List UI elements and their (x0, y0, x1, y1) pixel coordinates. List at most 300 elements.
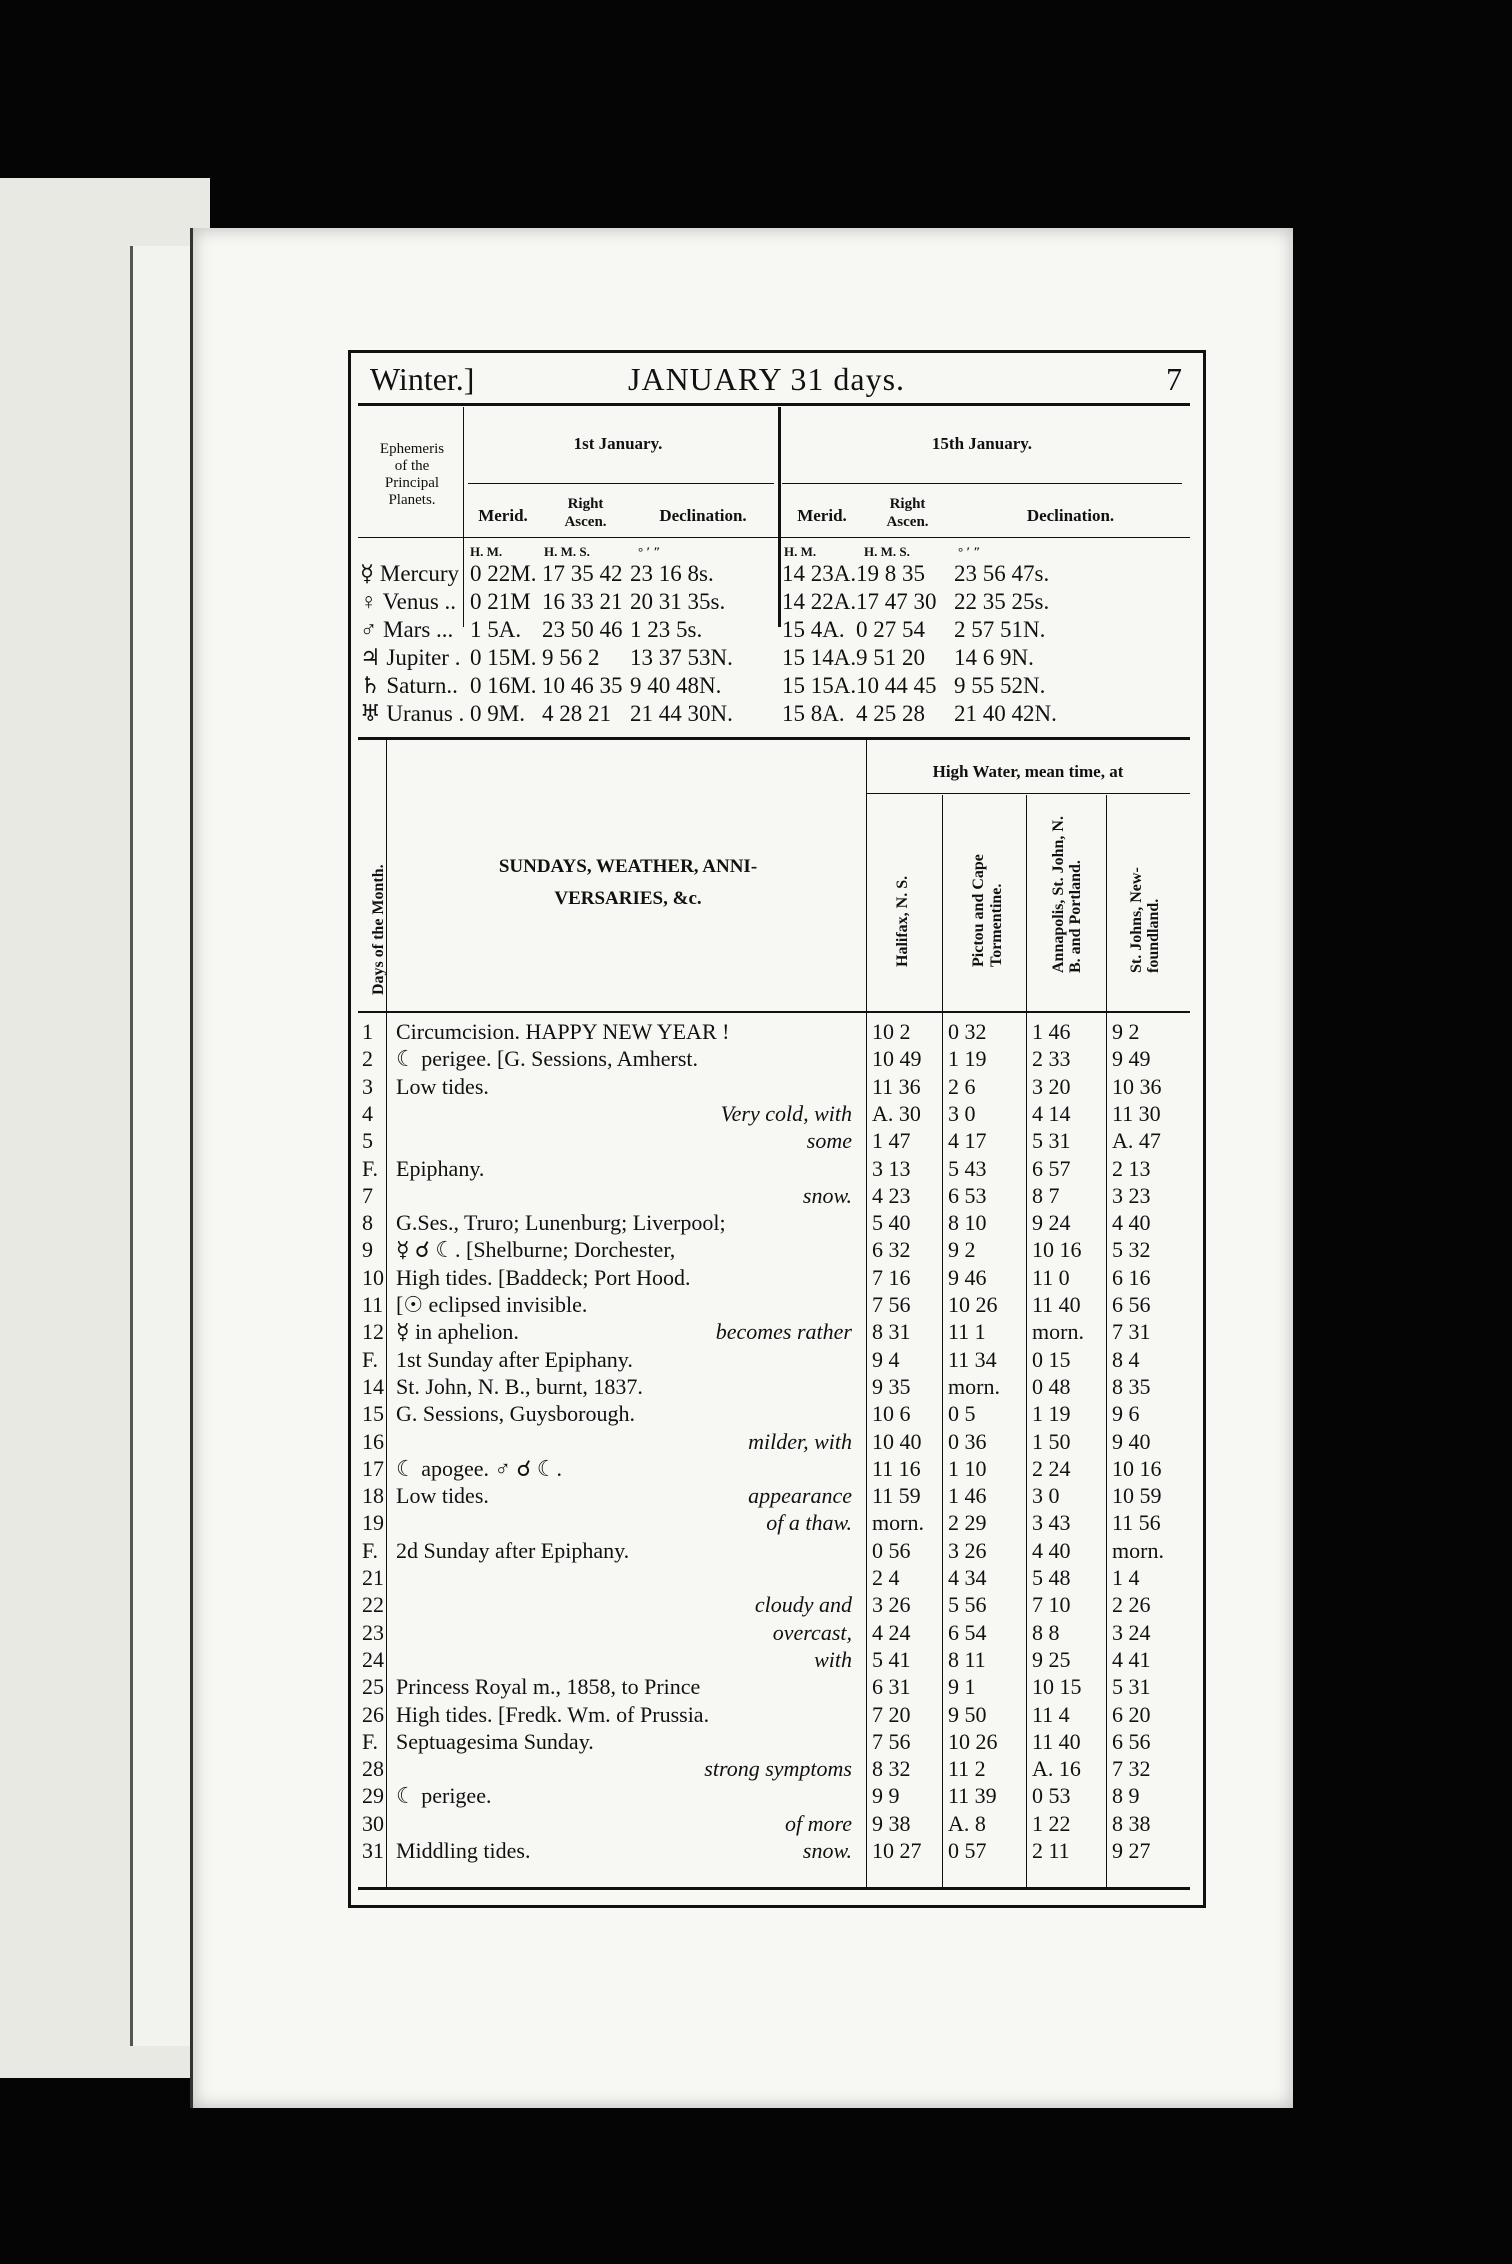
calendar-cell-a: 9 24 (1032, 1210, 1071, 1236)
calendar-cell-h: 10 6 (872, 1401, 911, 1427)
calendar-cell-d: 16 (362, 1428, 384, 1454)
calendar-cell-a: 3 43 (1032, 1510, 1071, 1536)
rule (358, 737, 1190, 740)
calendar-cell-h: 6 31 (872, 1674, 911, 1700)
calendar-cell-w: Very cold, with (720, 1100, 852, 1126)
calendar-cell-d: 24 (362, 1646, 384, 1672)
calendar-cell-s: 10 36 (1112, 1073, 1162, 1099)
notes-label: SUNDAYS, WEATHER, ANNI- VERSARIES, &c. (498, 856, 758, 909)
calendar-cell-p: 0 36 (948, 1428, 987, 1454)
calendar-cell-p: 9 1 (948, 1674, 976, 1700)
rule (358, 537, 1190, 538)
calendar-cell-w: snow. (802, 1838, 852, 1863)
calendar-cell-d: 31 (362, 1838, 384, 1863)
calendar-cell-d: 3 (362, 1073, 373, 1099)
calendar-cell-d: 26 (362, 1701, 384, 1727)
ephemeris-label: Ephemeris of the Principal Planets. (379, 441, 445, 508)
page-number: 7 (1166, 361, 1182, 397)
ephemeris-cell-ra2: 0 27 54 (856, 617, 925, 642)
calendar-cell-a: 8 7 (1032, 1182, 1060, 1208)
calendar-cell-note: Low tides. (396, 1073, 489, 1099)
page-title: JANUARY 31 days. (628, 361, 906, 397)
calendar-cell-h: 7 16 (872, 1264, 911, 1290)
calendar-cell-a: 2 11 (1032, 1838, 1070, 1863)
calendar-cell-note: ☾ apogee. ♂ ☌ ☾. (396, 1455, 563, 1481)
calendar-cell-d: F. (362, 1728, 378, 1754)
calendar-cell-s: 10 59 (1112, 1483, 1162, 1509)
calendar-cell-d: F. (362, 1537, 378, 1563)
calendar-cell-a: 9 25 (1032, 1646, 1071, 1672)
calendar-cell-p: A. 8 (948, 1810, 986, 1836)
calendar-row (358, 1674, 1190, 1699)
calendar-cell-a: 2 33 (1032, 1046, 1071, 1072)
ephemeris-cell-planet: ♂ Mars ... (360, 617, 454, 642)
calendar-cell-s: 9 27 (1112, 1838, 1151, 1863)
calendar-cell-h: 10 2 (872, 1019, 911, 1044)
calendar-cell-a: 11 40 (1032, 1292, 1081, 1317)
season-label: Winter.] (370, 361, 475, 397)
calendar-cell-d: 7 (362, 1182, 373, 1208)
calendar-row (358, 1565, 1190, 1590)
calendar-cell-p: 0 32 (948, 1019, 987, 1044)
calendar-cell-note: ☿ in aphelion. (396, 1319, 519, 1345)
ephemeris-cell-planet: ☿ Mercury (360, 561, 460, 586)
ephemeris-cell-d2: 2 57 51N. (954, 617, 1046, 642)
col-merid-2: Merid. (797, 506, 847, 525)
calendar-cell-w: strong symptoms (704, 1756, 852, 1782)
ephemeris-cell-d1: 9 40 48N. (630, 673, 722, 698)
calendar-cell-s: 9 6 (1112, 1401, 1140, 1427)
ephemeris-cell-d1: 21 44 30N. (630, 701, 733, 726)
almanac-table (358, 355, 1190, 1890)
calendar-cell-p: 1 46 (948, 1483, 987, 1509)
calendar-cell-d: 28 (362, 1756, 384, 1782)
calendar-cell-d: 30 (362, 1810, 384, 1836)
calendar-cell-a: 10 15 (1032, 1674, 1082, 1700)
units-decl: ° ′ ″ (638, 544, 661, 559)
ephemeris-cell-d2: 14 6 9N. (954, 645, 1034, 670)
calendar-cell-s: 3 23 (1112, 1182, 1151, 1208)
ephemeris-cell-d2: 9 55 52N. (954, 673, 1046, 698)
units-decl-2: ° ′ ″ (958, 544, 981, 559)
calendar-cell-p: 1 19 (948, 1046, 987, 1072)
calendar-cell-h: 1 47 (872, 1128, 911, 1154)
calendar-cell-note: Circumcision. HAPPY NEW YEAR ! (396, 1019, 730, 1044)
calendar-cell-s: 7 31 (1112, 1319, 1151, 1345)
calendar-row (358, 1210, 1190, 1235)
calendar-cell-s: 9 40 (1112, 1428, 1151, 1454)
col-right-ascen: Right Ascen. (564, 496, 607, 530)
calendar-cell-a: 11 40 (1032, 1728, 1081, 1754)
rule (358, 1887, 1190, 1890)
ephemeris-cell-d2: 22 35 25s. (954, 589, 1050, 614)
units-merid: H. M. (470, 544, 503, 559)
calendar-cell-p: 0 57 (948, 1838, 987, 1863)
calendar-cell-d: 11 (362, 1292, 384, 1317)
calendar-cell-p: 4 34 (948, 1565, 987, 1590)
ephemeris-cell-m1: 0 21M (470, 589, 531, 614)
calendar-cell-note: Septuagesima Sunday. (396, 1728, 594, 1754)
calendar-row (358, 1647, 1190, 1672)
calendar-row (358, 1783, 1190, 1808)
calendar-cell-d: 4 (362, 1100, 373, 1126)
ephemeris-cell-d1: 20 31 35s. (630, 589, 726, 614)
calendar-cell-w: with (814, 1646, 852, 1672)
calendar-row (358, 1319, 1190, 1344)
col-right-ascen-2: Right Ascen. (886, 496, 929, 530)
calendar-cell-h: 7 20 (872, 1701, 911, 1727)
calendar-cell-s: 10 16 (1112, 1455, 1162, 1481)
calendar-row (358, 1265, 1190, 1290)
calendar-cell-p: 2 6 (948, 1073, 976, 1099)
ephemeris-cell-ra1: 17 35 42 (542, 561, 623, 586)
calendar-cell-s: 9 2 (1112, 1019, 1140, 1044)
calendar-cell-a: 4 40 (1032, 1537, 1071, 1563)
ephemeris-row (358, 701, 1190, 728)
calendar-cell-h: 7 56 (872, 1292, 911, 1317)
calendar-cell-h: 3 13 (872, 1155, 911, 1181)
calendar-cell-s: A. 47 (1112, 1128, 1161, 1154)
calendar-cell-p: 5 43 (948, 1155, 987, 1181)
calendar-cell-d: 23 (362, 1619, 384, 1645)
calendar-row (358, 1538, 1190, 1563)
calendar-cell-p: 1 10 (948, 1455, 987, 1481)
calendar-cell-d: 1 (362, 1019, 373, 1044)
calendar-cell-p: 11 1 (948, 1319, 986, 1345)
calendar-cell-h: 5 41 (872, 1646, 911, 1672)
calendar-cell-p: 5 56 (948, 1592, 987, 1618)
calendar-cell-p: 3 0 (948, 1100, 976, 1126)
calendar-row (358, 1483, 1190, 1508)
ephemeris-cell-m1: 0 9M. (470, 701, 525, 726)
calendar-row (358, 1128, 1190, 1153)
calendar-cell-a: 11 0 (1032, 1264, 1070, 1290)
calendar-cell-d: 14 (362, 1373, 384, 1399)
calendar-cell-w: becomes rather (715, 1319, 852, 1345)
calendar-row (358, 1292, 1190, 1317)
calendar-cell-s: 8 35 (1112, 1373, 1151, 1399)
ephemeris-cell-planet: ♃ Jupiter . (360, 645, 461, 670)
calendar-row (358, 1429, 1190, 1454)
calendar-cell-p: 9 2 (948, 1237, 976, 1263)
calendar-cell-d: 15 (362, 1401, 384, 1427)
ephemeris-cell-d1: 13 37 53N. (630, 645, 733, 670)
calendar-cell-s: 6 20 (1112, 1701, 1151, 1727)
calendar-cell-s: 6 16 (1112, 1264, 1151, 1290)
calendar-cell-a: 1 19 (1032, 1401, 1071, 1427)
high-water-label: High Water, mean time, at (932, 762, 1124, 781)
calendar-cell-h: 2 4 (872, 1565, 900, 1590)
calendar-row (358, 1183, 1190, 1208)
units-ra: H. M. S. (544, 544, 590, 559)
calendar-row (358, 1347, 1190, 1372)
calendar-cell-p: 4 17 (948, 1128, 987, 1154)
calendar-cell-s: 5 31 (1112, 1674, 1151, 1700)
calendar-cell-w: cloudy and (754, 1592, 852, 1618)
calendar-cell-h: 8 32 (872, 1756, 911, 1782)
calendar-cell-h: 10 27 (872, 1838, 922, 1863)
calendar-cell-note: Low tides. (396, 1483, 489, 1509)
calendar-cell-w: overcast, (772, 1619, 852, 1645)
calendar-cell-note: [☉ eclipsed invisible. (396, 1292, 588, 1317)
calendar-cell-d: 8 (362, 1210, 373, 1236)
ephemeris-cell-m1: 1 5A. (470, 617, 522, 642)
calendar-row (358, 1811, 1190, 1836)
calendar-cell-s: 6 56 (1112, 1728, 1151, 1754)
ephemeris-cell-planet: ♄ Saturn.. (360, 673, 458, 698)
page-header (358, 355, 1190, 403)
calendar-cell-w: milder, with (748, 1428, 852, 1454)
calendar-row (358, 1838, 1190, 1863)
rule (358, 1011, 1190, 1013)
calendar-cell-p: 6 54 (948, 1619, 987, 1645)
calendar-cell-h: 9 35 (872, 1373, 911, 1399)
calendar-cell-s: 11 30 (1112, 1100, 1161, 1126)
calendar-cell-a: 5 31 (1032, 1128, 1071, 1154)
calendar-cell-p: 6 53 (948, 1182, 987, 1208)
ephemeris-cell-ra2: 10 44 45 (856, 673, 937, 698)
calendar-cell-d: 12 (362, 1319, 384, 1345)
ephemeris-cell-m2: 15 8A. (782, 701, 845, 726)
calendar-cell-a: 1 46 (1032, 1019, 1071, 1044)
calendar-cell-p: 3 26 (948, 1537, 987, 1563)
units-ra-2: H. M. S. (864, 544, 910, 559)
calendar-cell-h: 11 59 (872, 1483, 921, 1509)
calendar-cell-s: 1 4 (1112, 1565, 1140, 1590)
calendar-cell-a: 2 24 (1032, 1455, 1071, 1481)
calendar-row (358, 1729, 1190, 1754)
calendar-cell-d: 25 (362, 1674, 384, 1700)
calendar-cell-a: 0 15 (1032, 1346, 1071, 1372)
calendar-cell-s: 2 13 (1112, 1155, 1151, 1181)
calendar-cell-a: 6 57 (1032, 1155, 1071, 1181)
calendar-cell-p: 9 50 (948, 1701, 987, 1727)
ephemeris-cell-ra1: 16 33 21 (542, 589, 623, 614)
calendar-cell-note: High tides. [Baddeck; Port Hood. (396, 1264, 691, 1290)
group-15th-january: 15th January. (931, 434, 1033, 453)
ephemeris-cell-m2: 15 4A. (782, 617, 845, 642)
calendar-cell-p: 8 10 (948, 1210, 987, 1236)
calendar-cell-a: 8 8 (1032, 1619, 1060, 1645)
calendar-row (358, 1756, 1190, 1781)
calendar-cell-p: 9 46 (948, 1264, 987, 1290)
calendar-cell-a: 1 22 (1032, 1810, 1071, 1836)
calendar-cell-a: 11 4 (1032, 1701, 1070, 1727)
calendar-cell-d: F. (362, 1346, 378, 1372)
ephemeris-cell-d1: 1 23 5s. (630, 617, 703, 642)
calendar-cell-p: 11 39 (948, 1783, 997, 1809)
calendar-cell-h: 10 49 (872, 1046, 922, 1072)
calendar-cell-a: 0 48 (1032, 1373, 1071, 1399)
calendar-row (358, 1156, 1190, 1181)
ephemeris-cell-m2: 14 22A. (782, 589, 857, 614)
calendar-cell-p: 2 29 (948, 1510, 987, 1536)
ephemeris-row (358, 645, 1190, 672)
calendar-row (358, 1374, 1190, 1399)
ephemeris-cell-ra2: 17 47 30 (856, 589, 937, 614)
calendar-row (358, 1101, 1190, 1126)
calendar-row (358, 1074, 1190, 1099)
calendar-cell-note: ☾ perigee. [G. Sessions, Amherst. (396, 1046, 699, 1072)
calendar-cell-d: 18 (362, 1483, 384, 1509)
calendar-cell-h: 5 40 (872, 1210, 911, 1236)
calendar-cell-s: 6 56 (1112, 1292, 1151, 1317)
col-merid: Merid. (478, 506, 528, 525)
calendar-cell-note: G. Sessions, Guysborough. (396, 1401, 635, 1427)
calendar-cell-a: 4 14 (1032, 1100, 1071, 1126)
calendar-cell-h: 10 40 (872, 1428, 922, 1454)
ephemeris-cell-ra1: 9 56 2 (542, 645, 600, 670)
ephemeris-cell-planet: ♅ Uranus . (360, 701, 465, 726)
rule (468, 483, 774, 484)
calendar-cell-h: 3 26 (872, 1592, 911, 1618)
calendar-cell-note: 2d Sunday after Epiphany. (396, 1537, 630, 1563)
calendar-cell-p: 10 26 (948, 1292, 998, 1317)
header-rule (358, 403, 1190, 406)
calendar-row (358, 1401, 1190, 1426)
calendar-cell-h: morn. (872, 1510, 924, 1536)
calendar-cell-note: St. John, N. B., burnt, 1837. (396, 1373, 643, 1399)
calendar-cell-s: 9 49 (1112, 1046, 1151, 1072)
calendar-cell-p: 8 11 (948, 1646, 986, 1672)
ephemeris-cell-d2: 21 40 42N. (954, 701, 1057, 726)
calendar-cell-w: of more (784, 1810, 852, 1836)
calendar-row (358, 1510, 1190, 1535)
ephemeris-row (358, 561, 1190, 588)
calendar-cell-a: 1 50 (1032, 1428, 1071, 1454)
ephemeris-row (358, 617, 1190, 644)
calendar-cell-h: 9 9 (872, 1783, 900, 1809)
ephemeris-cell-m1: 0 15M. (470, 645, 537, 670)
calendar-row (358, 1237, 1190, 1262)
ephemeris-cell-d2: 23 56 47s. (954, 561, 1050, 586)
calendar-cell-d: 17 (362, 1455, 384, 1481)
calendar-cell-s: 8 38 (1112, 1810, 1151, 1836)
rule (866, 793, 1190, 794)
calendar-cell-w: snow. (802, 1182, 852, 1208)
calendar-cell-note: Princess Royal m., 1858, to Prince (396, 1674, 701, 1700)
calendar-cell-note: Middling tides. (396, 1838, 531, 1863)
calendar-cell-w: some (806, 1128, 852, 1154)
calendar-cell-d: 9 (362, 1237, 373, 1263)
calendar-cell-p: morn. (948, 1373, 1000, 1399)
calendar-cell-h: 9 4 (872, 1346, 900, 1372)
col-declination: Declination. (659, 506, 747, 525)
calendar-cell-h: 0 56 (872, 1537, 911, 1563)
calendar-cell-h: 11 16 (872, 1455, 921, 1481)
calendar-cell-s: 7 32 (1112, 1756, 1151, 1782)
ephemeris-cell-ra1: 10 46 35 (542, 673, 623, 698)
calendar-row (358, 1702, 1190, 1727)
ephemeris-cell-m2: 15 14A. (782, 645, 857, 670)
calendar-cell-note: ☾ perigee. (396, 1783, 492, 1809)
ephemeris-cell-ra1: 4 28 21 (542, 701, 611, 726)
calendar-cell-d: 10 (362, 1264, 384, 1290)
days-label: Days of the Month. (370, 864, 387, 995)
units-merid-2: H. M. (784, 544, 817, 559)
rule (782, 483, 1182, 484)
group-1st-january: 1st January. (573, 434, 663, 453)
ephemeris-cell-m2: 14 23A. (782, 561, 857, 586)
calendar-cell-h: 4 24 (872, 1619, 911, 1645)
calendar-cell-d: 21 (362, 1565, 384, 1590)
calendar-cell-p: 10 26 (948, 1728, 998, 1754)
calendar-cell-h: 9 38 (872, 1810, 911, 1836)
calendar-cell-d: 2 (362, 1046, 373, 1072)
calendar-cell-h: A. 30 (872, 1100, 921, 1126)
calendar-cell-a: 0 53 (1032, 1783, 1071, 1809)
calendar-cell-d: 29 (362, 1783, 384, 1809)
calendar-cell-s: 2 26 (1112, 1592, 1151, 1618)
calendar-cell-h: 6 32 (872, 1237, 911, 1263)
calendar-cell-s: 5 32 (1112, 1237, 1151, 1263)
port-st-johns: St. Johns, New-foundland. (1128, 867, 1162, 973)
ephemeris-cell-d1: 23 16 8s. (630, 561, 714, 586)
calendar-cell-w: of a thaw. (766, 1510, 852, 1536)
calendar-cell-s: morn. (1112, 1537, 1164, 1563)
col-declination-2: Declination. (1026, 506, 1115, 525)
calendar-cell-a: 10 16 (1032, 1237, 1082, 1263)
calendar-cell-a: morn. (1032, 1319, 1084, 1345)
calendar-cell-note: 1st Sunday after Epiphany. (396, 1346, 633, 1372)
calendar-row (358, 1592, 1190, 1617)
calendar-cell-a: A. 16 (1032, 1756, 1081, 1782)
calendar-cell-s: 8 4 (1112, 1346, 1140, 1372)
calendar-cell-note: ☿ ☌ ☾. [Shelburne; Dorchester, (396, 1237, 676, 1263)
calendar-cell-note: G.Ses., Truro; Lunenburg; Liverpool; (396, 1210, 726, 1236)
calendar-cell-h: 8 31 (872, 1319, 911, 1345)
port-annapolis: Annapolis, St. John, N. B. and Portland. (1050, 816, 1084, 973)
calendar-cell-w: appearance (748, 1483, 852, 1509)
calendar-row (358, 1019, 1190, 1044)
calendar-row (358, 1456, 1190, 1481)
ephemeris-cell-ra1: 23 50 46 (542, 617, 623, 642)
ephemeris-cell-m1: 0 16M. (470, 673, 537, 698)
calendar-cell-d: 22 (362, 1592, 384, 1618)
calendar-cell-d: 19 (362, 1510, 384, 1536)
calendar-cell-s: 4 41 (1112, 1646, 1151, 1672)
calendar-cell-s: 4 40 (1112, 1210, 1151, 1236)
ephemeris-row (358, 673, 1190, 700)
ephemeris-cell-ra2: 9 51 20 (856, 645, 925, 670)
calendar-cell-p: 11 2 (948, 1756, 986, 1782)
calendar-cell-a: 7 10 (1032, 1592, 1071, 1618)
calendar-cell-a: 5 48 (1032, 1565, 1071, 1590)
calendar-cell-s: 8 9 (1112, 1783, 1140, 1809)
ephemeris-cell-ra2: 19 8 35 (856, 561, 925, 586)
calendar-row (358, 1620, 1190, 1645)
calendar-cell-d: F. (362, 1155, 378, 1181)
calendar-row (358, 1046, 1190, 1071)
calendar-cell-a: 3 20 (1032, 1073, 1071, 1099)
calendar-cell-a: 3 0 (1032, 1483, 1060, 1509)
calendar-cell-s: 3 24 (1112, 1619, 1151, 1645)
ephemeris-row (358, 589, 1190, 616)
ephemeris-cell-m1: 0 22M. (470, 561, 537, 586)
calendar-cell-s: 11 56 (1112, 1510, 1161, 1536)
calendar-cell-h: 7 56 (872, 1728, 911, 1754)
calendar-cell-note: High tides. [Fredk. Wm. of Prussia. (396, 1701, 710, 1727)
calendar-cell-d: 5 (362, 1128, 373, 1154)
port-pictou: Pictou and Cape Tormentine. (970, 854, 1005, 967)
calendar-cell-p: 0 5 (948, 1401, 976, 1427)
port-halifax: Halifax, N. S. (894, 875, 911, 967)
calendar-cell-p: 11 34 (948, 1346, 997, 1372)
ephemeris-cell-m2: 15 15A. (782, 673, 857, 698)
ephemeris-cell-planet: ♀ Venus .. (360, 589, 457, 614)
ephemeris-cell-ra2: 4 25 28 (856, 701, 925, 726)
calendar-cell-h: 11 36 (872, 1073, 921, 1099)
